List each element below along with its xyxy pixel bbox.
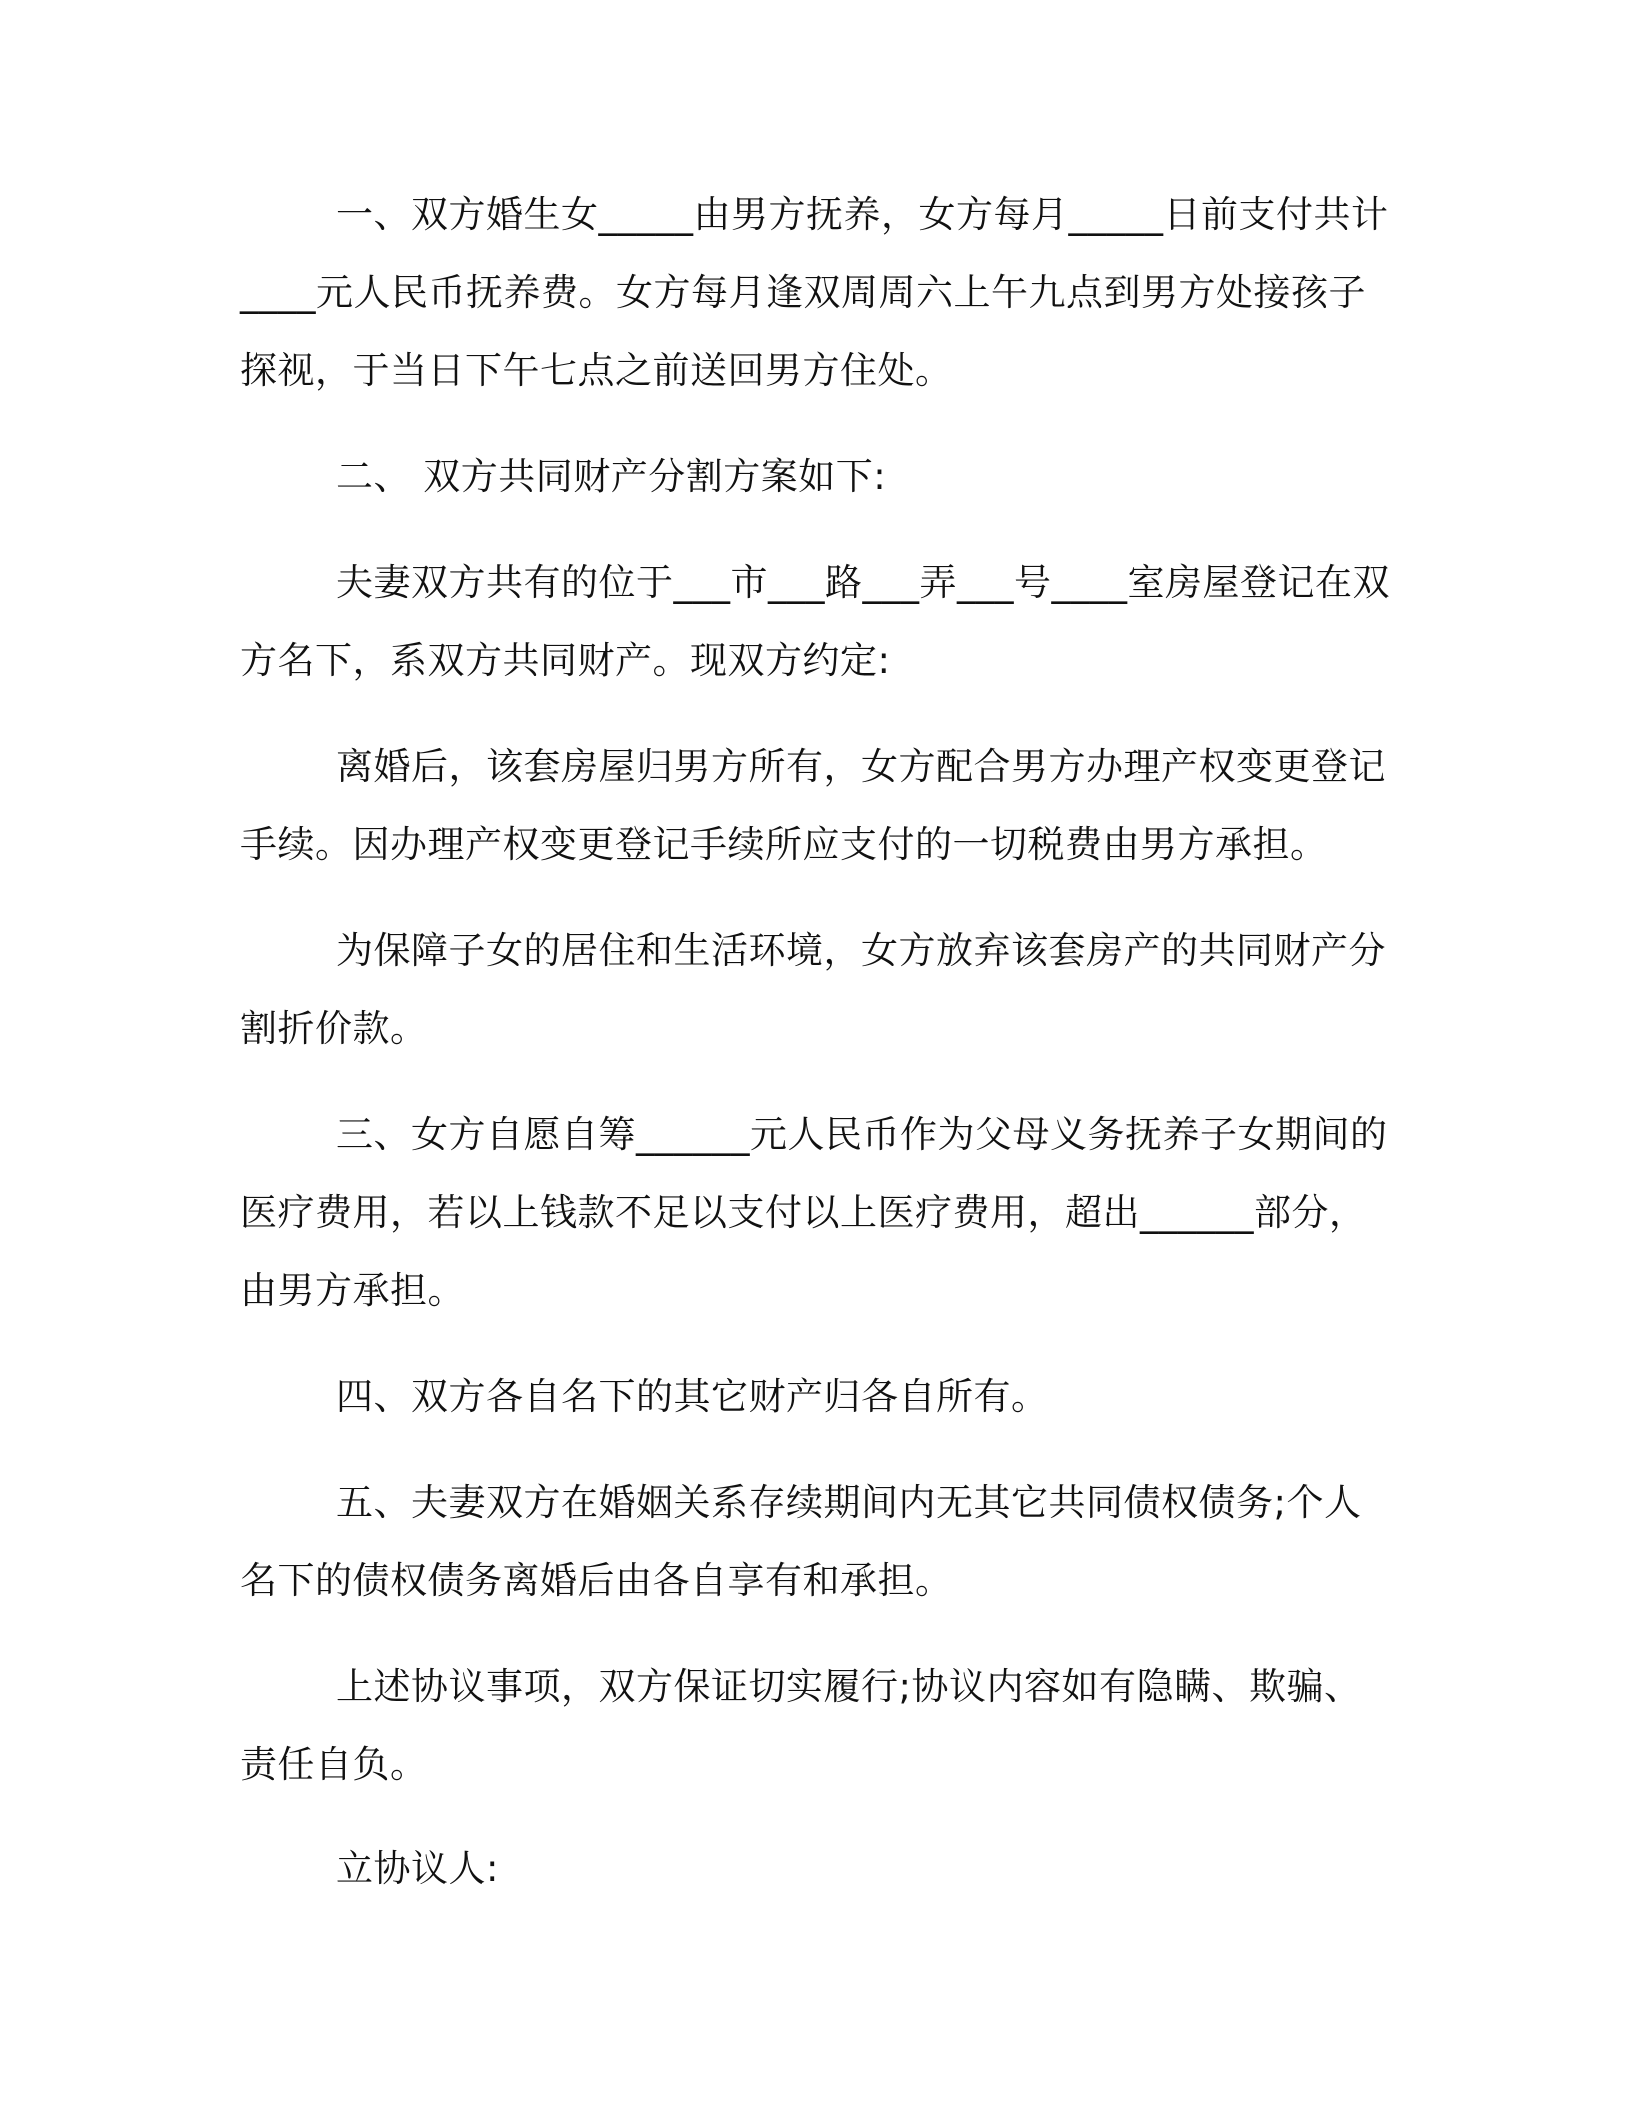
clause-5-debts: 五、夫妻双方在婚姻关系存续期间内无其它共同债权债务;个人名下的债权债务离婚后由各自享有和承担。 xyxy=(240,1481,1362,1602)
agreement-guarantee-paragraph: 上述协议事项，双方保证切实履行;协议内容如有隐瞒、欺骗、责任自负。 xyxy=(240,1665,1362,1786)
clause-3-medical-expenses: 三、女方自愿自筹______元人民币作为父母义务抚养子女期间的医疗费用，若以上钱款不足以支付以上医疗费用，超出______部分，由男方承担。 xyxy=(240,1113,1388,1312)
property-waiver-paragraph: 为保障子女的居住和生活环境，女方放弃该套房产的共同财产分割折价款。 xyxy=(240,929,1386,1050)
property-after-divorce-paragraph: 离婚后，该套房屋归男方所有，女方配合男方办理产权变更登记手续。因办理产权变更登记手续所应支付的一切税费由男方承担。 xyxy=(240,745,1386,866)
clause-4-separate-property: 四、双方各自名下的其它财产归各自所有。 xyxy=(336,1375,1049,1418)
signatory-label: 立协议人: xyxy=(336,1847,499,1890)
document-page xyxy=(240,176,1390,1908)
clause-2-property-heading: 二、 双方共同财产分割方案如下: xyxy=(336,455,887,498)
property-house-paragraph: 夫妻双方共有的位于___市___路___弄___号____室房屋登记在双方名下，系双方共同财产。现双方约定: xyxy=(240,561,1390,682)
clause-1-child-custody: 一、双方婚生女_____由男方抚养，女方每月_____日前支付共计____元人民币抚养费。女方每月逢双周周六上午九点到男方处接孩子探视，于当日下午七点之前送回男方住处。 xyxy=(240,193,1389,392)
